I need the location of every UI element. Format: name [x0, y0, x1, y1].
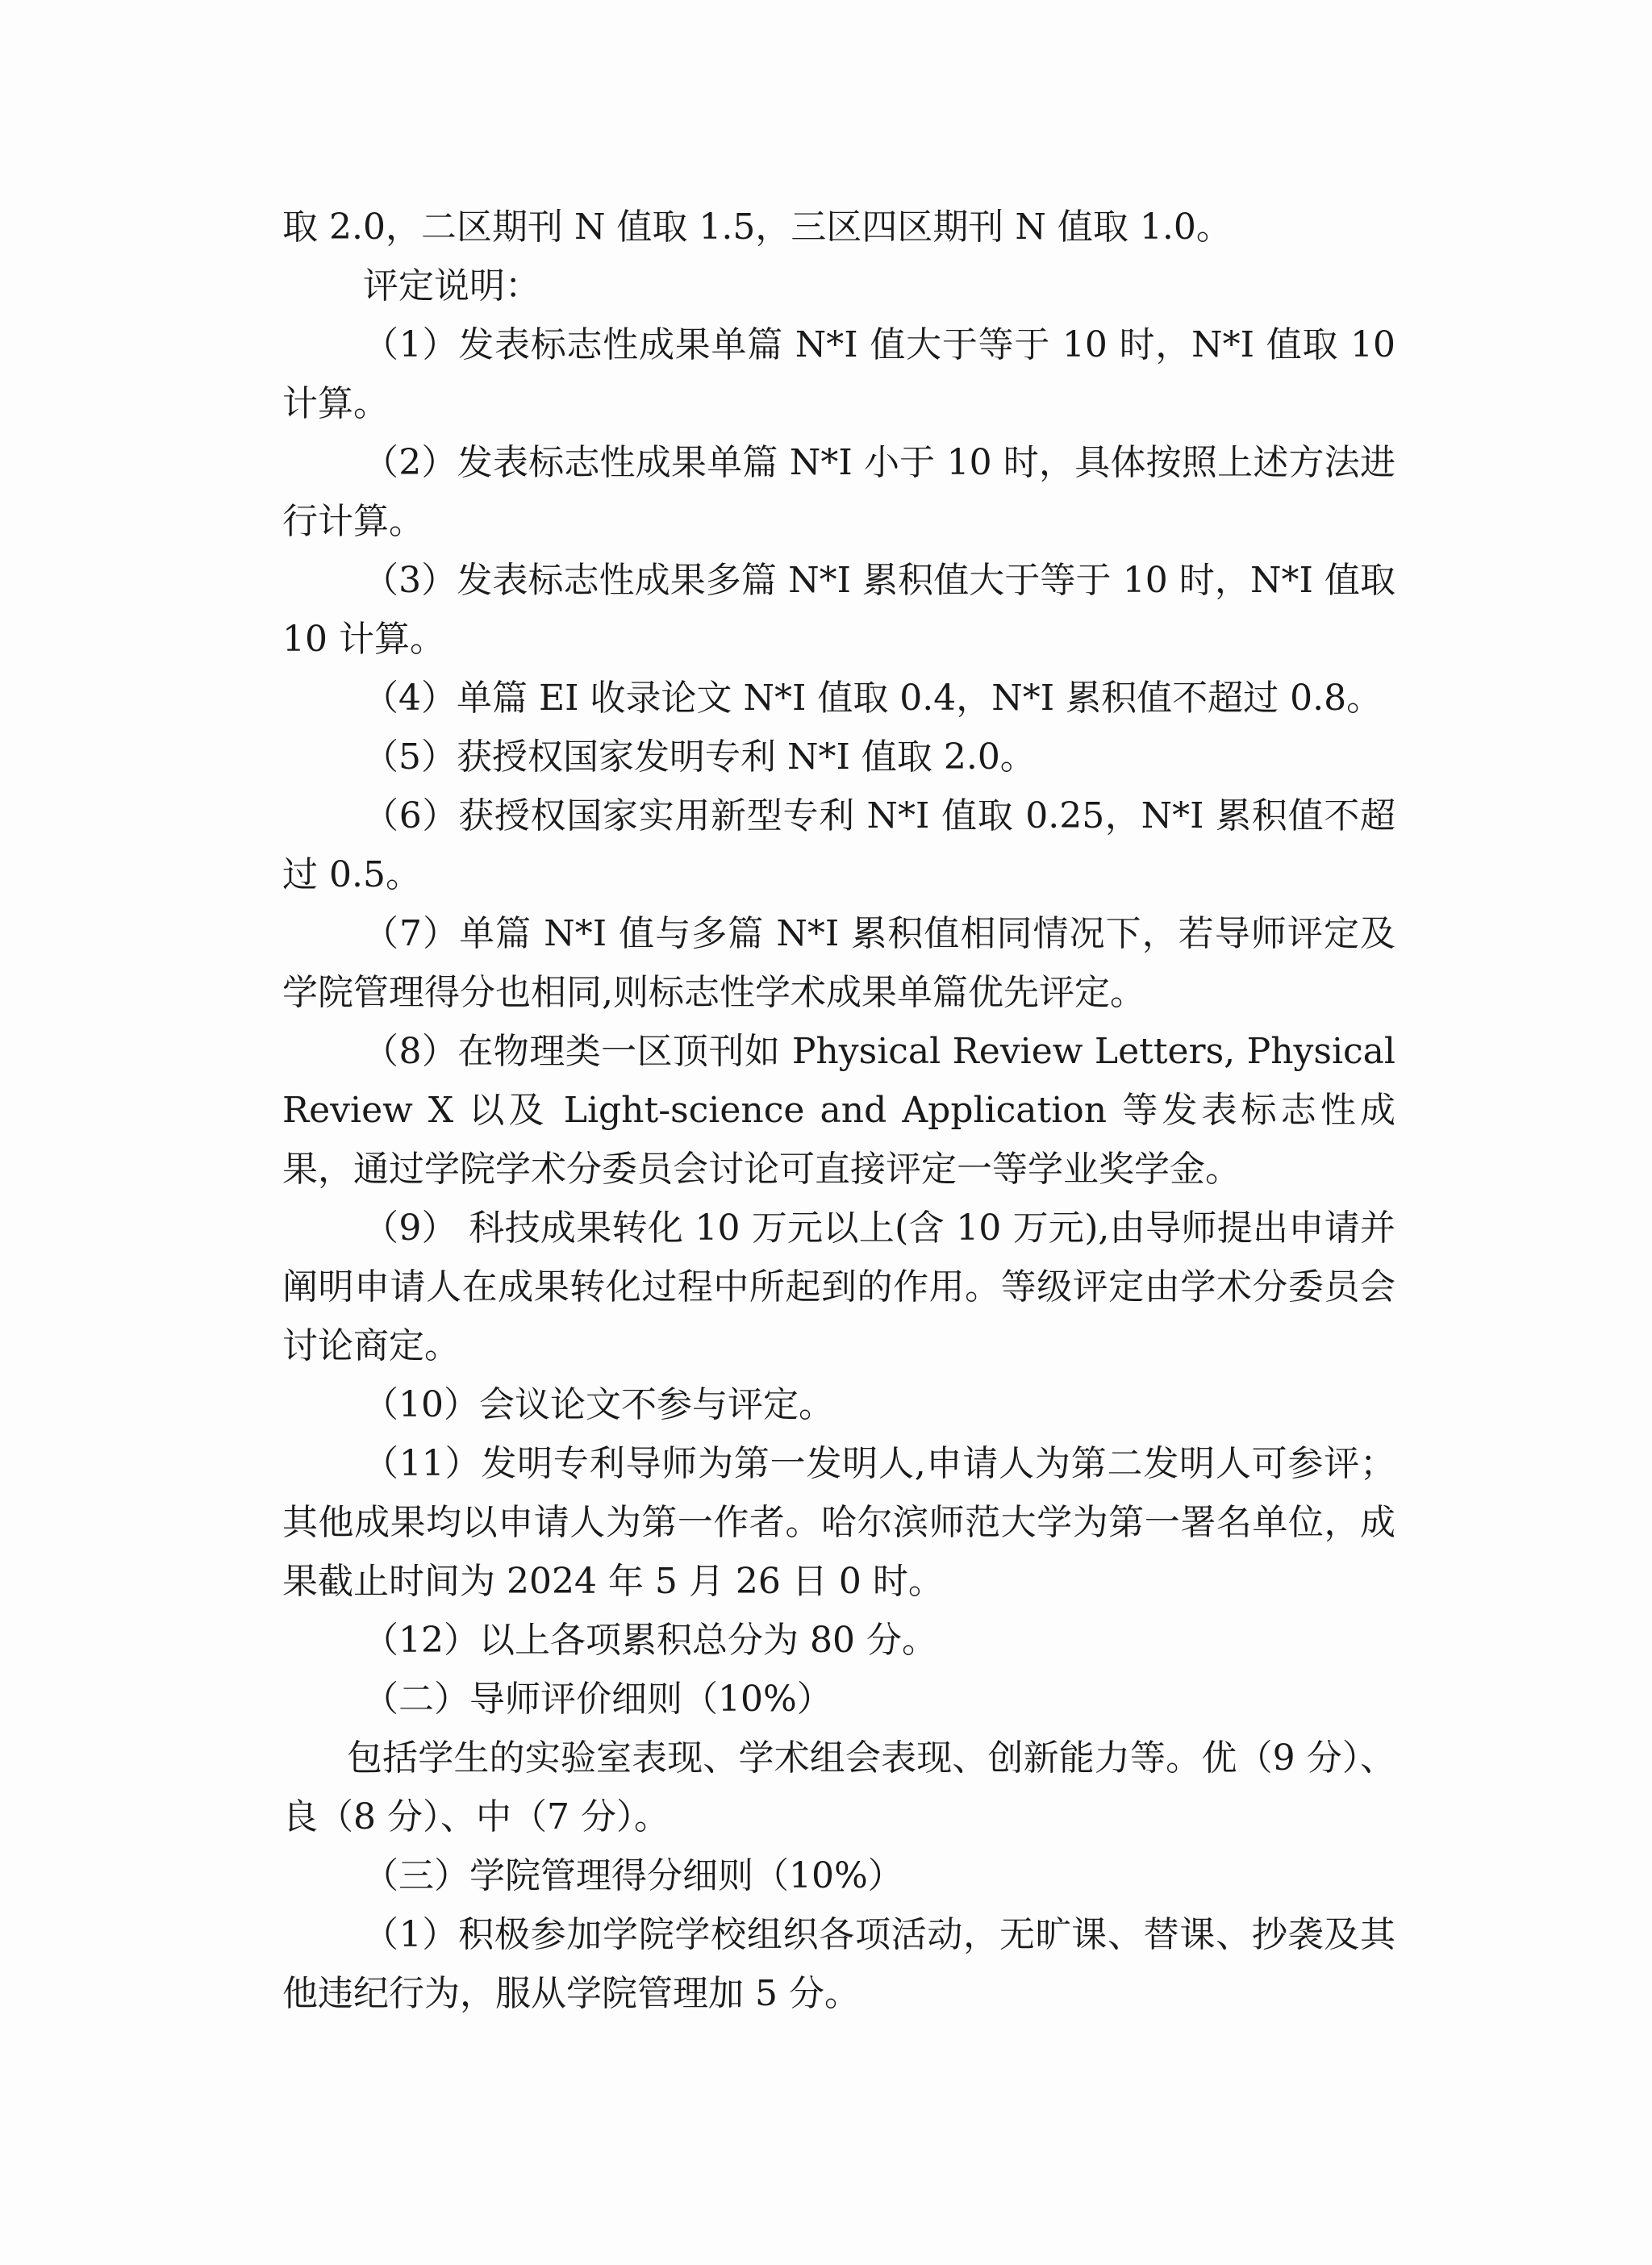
- note-item-7: （7）单篇 N*I 值与多篇 N*I 累积值相同情况下，若导师评定及学院管理得分也相同,则标志性学术成果单篇优先评定。: [282, 913, 1395, 1013]
- section-heading-college-management: （三）学院管理得分细则（10%）: [363, 1855, 903, 1896]
- note-item-1: （1）发表标志性成果单篇 N*I 值大于等于 10 时，N*I 值取 10 计算。: [282, 324, 1395, 424]
- section-heading-advisor-evaluation: （二）导师评价细则（10%）: [363, 1679, 832, 1720]
- note-item-6: （6）获授权国家实用新型专利 N*I 值取 0.25，N*I 累积值不超过 0.5。: [282, 795, 1395, 895]
- note-item-8: （8）在物理类一区顶刊如 Physical Review Letters, Physical Review X 以及 Light-science and Application 等发表标志性成果，通过学院学术分委员会讨论可直接评定一等学业奖学金。: [282, 1031, 1395, 1190]
- heading-evaluation-notes: 评定说明：: [363, 265, 540, 307]
- note-item-3: （3）发表标志性成果多篇 N*I 累积值大于等于 10 时，N*I 值取 10 计算。: [282, 560, 1395, 660]
- note-item-2: （2）发表标志性成果单篇 N*I 小于 10 时，具体按照上述方法进行计算。: [282, 442, 1395, 542]
- note-item-5: （5）获授权国家发明专利 N*I 值取 2.0。: [363, 736, 1036, 778]
- note-item-12: （12）以上各项累积总分为 80 分。: [363, 1620, 937, 1661]
- note-item-11: （11）发明专利导师为第一发明人,申请人为第二发明人可参评；其他成果均以申请人为第一作者。哈尔滨师范大学为第一署名单位，成果截止时间为 2024 年 5 月 26 日 0 时。: [282, 1443, 1395, 1602]
- document-body: [282, 198, 1395, 2023]
- management-item-1: （1）积极参加学院学校组织各项活动，无旷课、替课、抄袭及其他违纪行为，服从学院管理加 5 分。: [282, 1914, 1395, 2014]
- paragraph-journal-n-values: 取 2.0，二区期刊 N 值取 1.5，三区四区期刊 N 值取 1.0。: [282, 206, 1232, 248]
- note-item-4: （4）单篇 EI 收录论文 N*I 值取 0.4，N*I 累积值不超过 0.8。: [363, 678, 1383, 719]
- note-item-10: （10）会议论文不参与评定。: [363, 1384, 834, 1425]
- paragraph-advisor-evaluation: 包括学生的实验室表现、学术组会表现、创新能力等。优（9 分）、良（8 分）、中（7 分）。: [282, 1737, 1395, 1837]
- note-item-9: （9） 科技成果转化 10 万元以上(含 10 万元),由导师提出申请并阐明申请人在成果转化过程中所起到的作用。等级评定由学术分委员会讨论商定。: [282, 1208, 1395, 1366]
